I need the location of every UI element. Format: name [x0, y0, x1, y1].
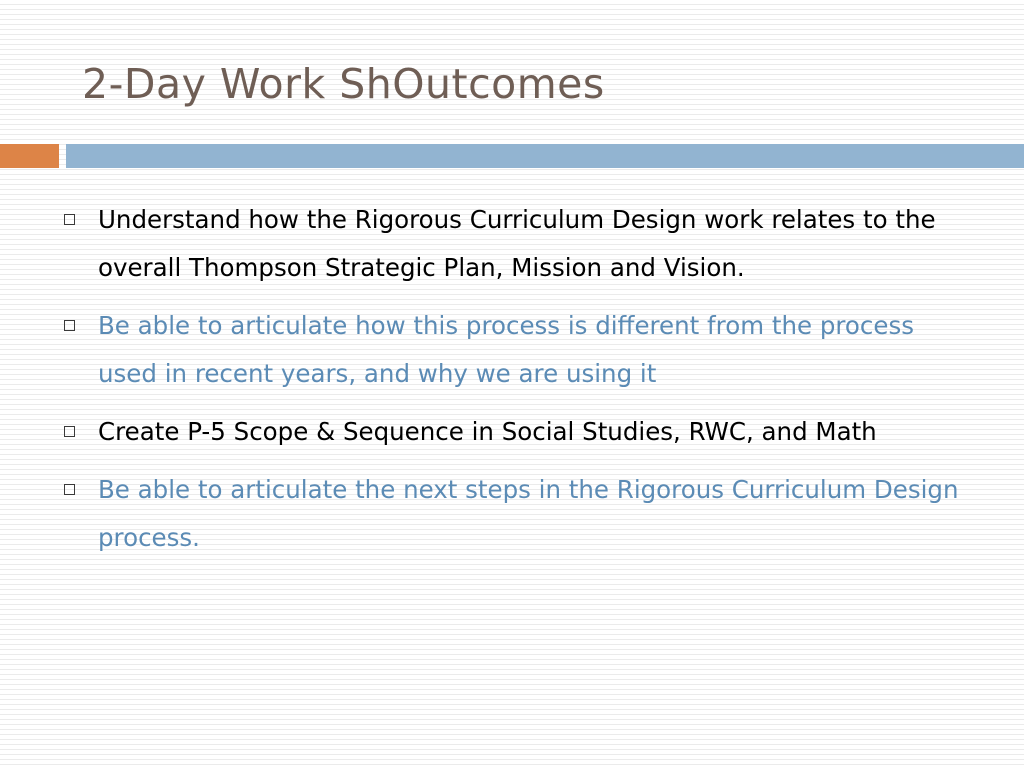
- bullet-item: [62, 466, 962, 562]
- hollow-square-bullet-icon: [64, 320, 75, 331]
- slide-title: 2-Day Work ShOutcomes: [82, 60, 605, 108]
- bullet-item: [62, 408, 962, 456]
- bullet-item: [62, 302, 962, 398]
- hollow-square-bullet-icon: [64, 484, 75, 495]
- bullet-text: Understand how the Rigorous Curriculum Design work relates to the overall Thompson Strategic Plan, Mission and Vision.: [98, 205, 936, 282]
- bullet-text: Be able to articulate how this process is different from the process used in recent years, and why we are using it: [98, 311, 914, 388]
- bullet-list: [62, 196, 962, 572]
- hollow-square-bullet-icon: [64, 426, 75, 437]
- bullet-item: [62, 196, 962, 292]
- orange-accent-bar: [0, 144, 59, 168]
- hollow-square-bullet-icon: [64, 214, 75, 225]
- bullet-text: Create P-5 Scope & Sequence in Social Studies, RWC, and Math: [98, 417, 877, 446]
- bullet-text: Be able to articulate the next steps in the Rigorous Curriculum Design process.: [98, 475, 959, 552]
- blue-accent-bar: [66, 144, 1024, 168]
